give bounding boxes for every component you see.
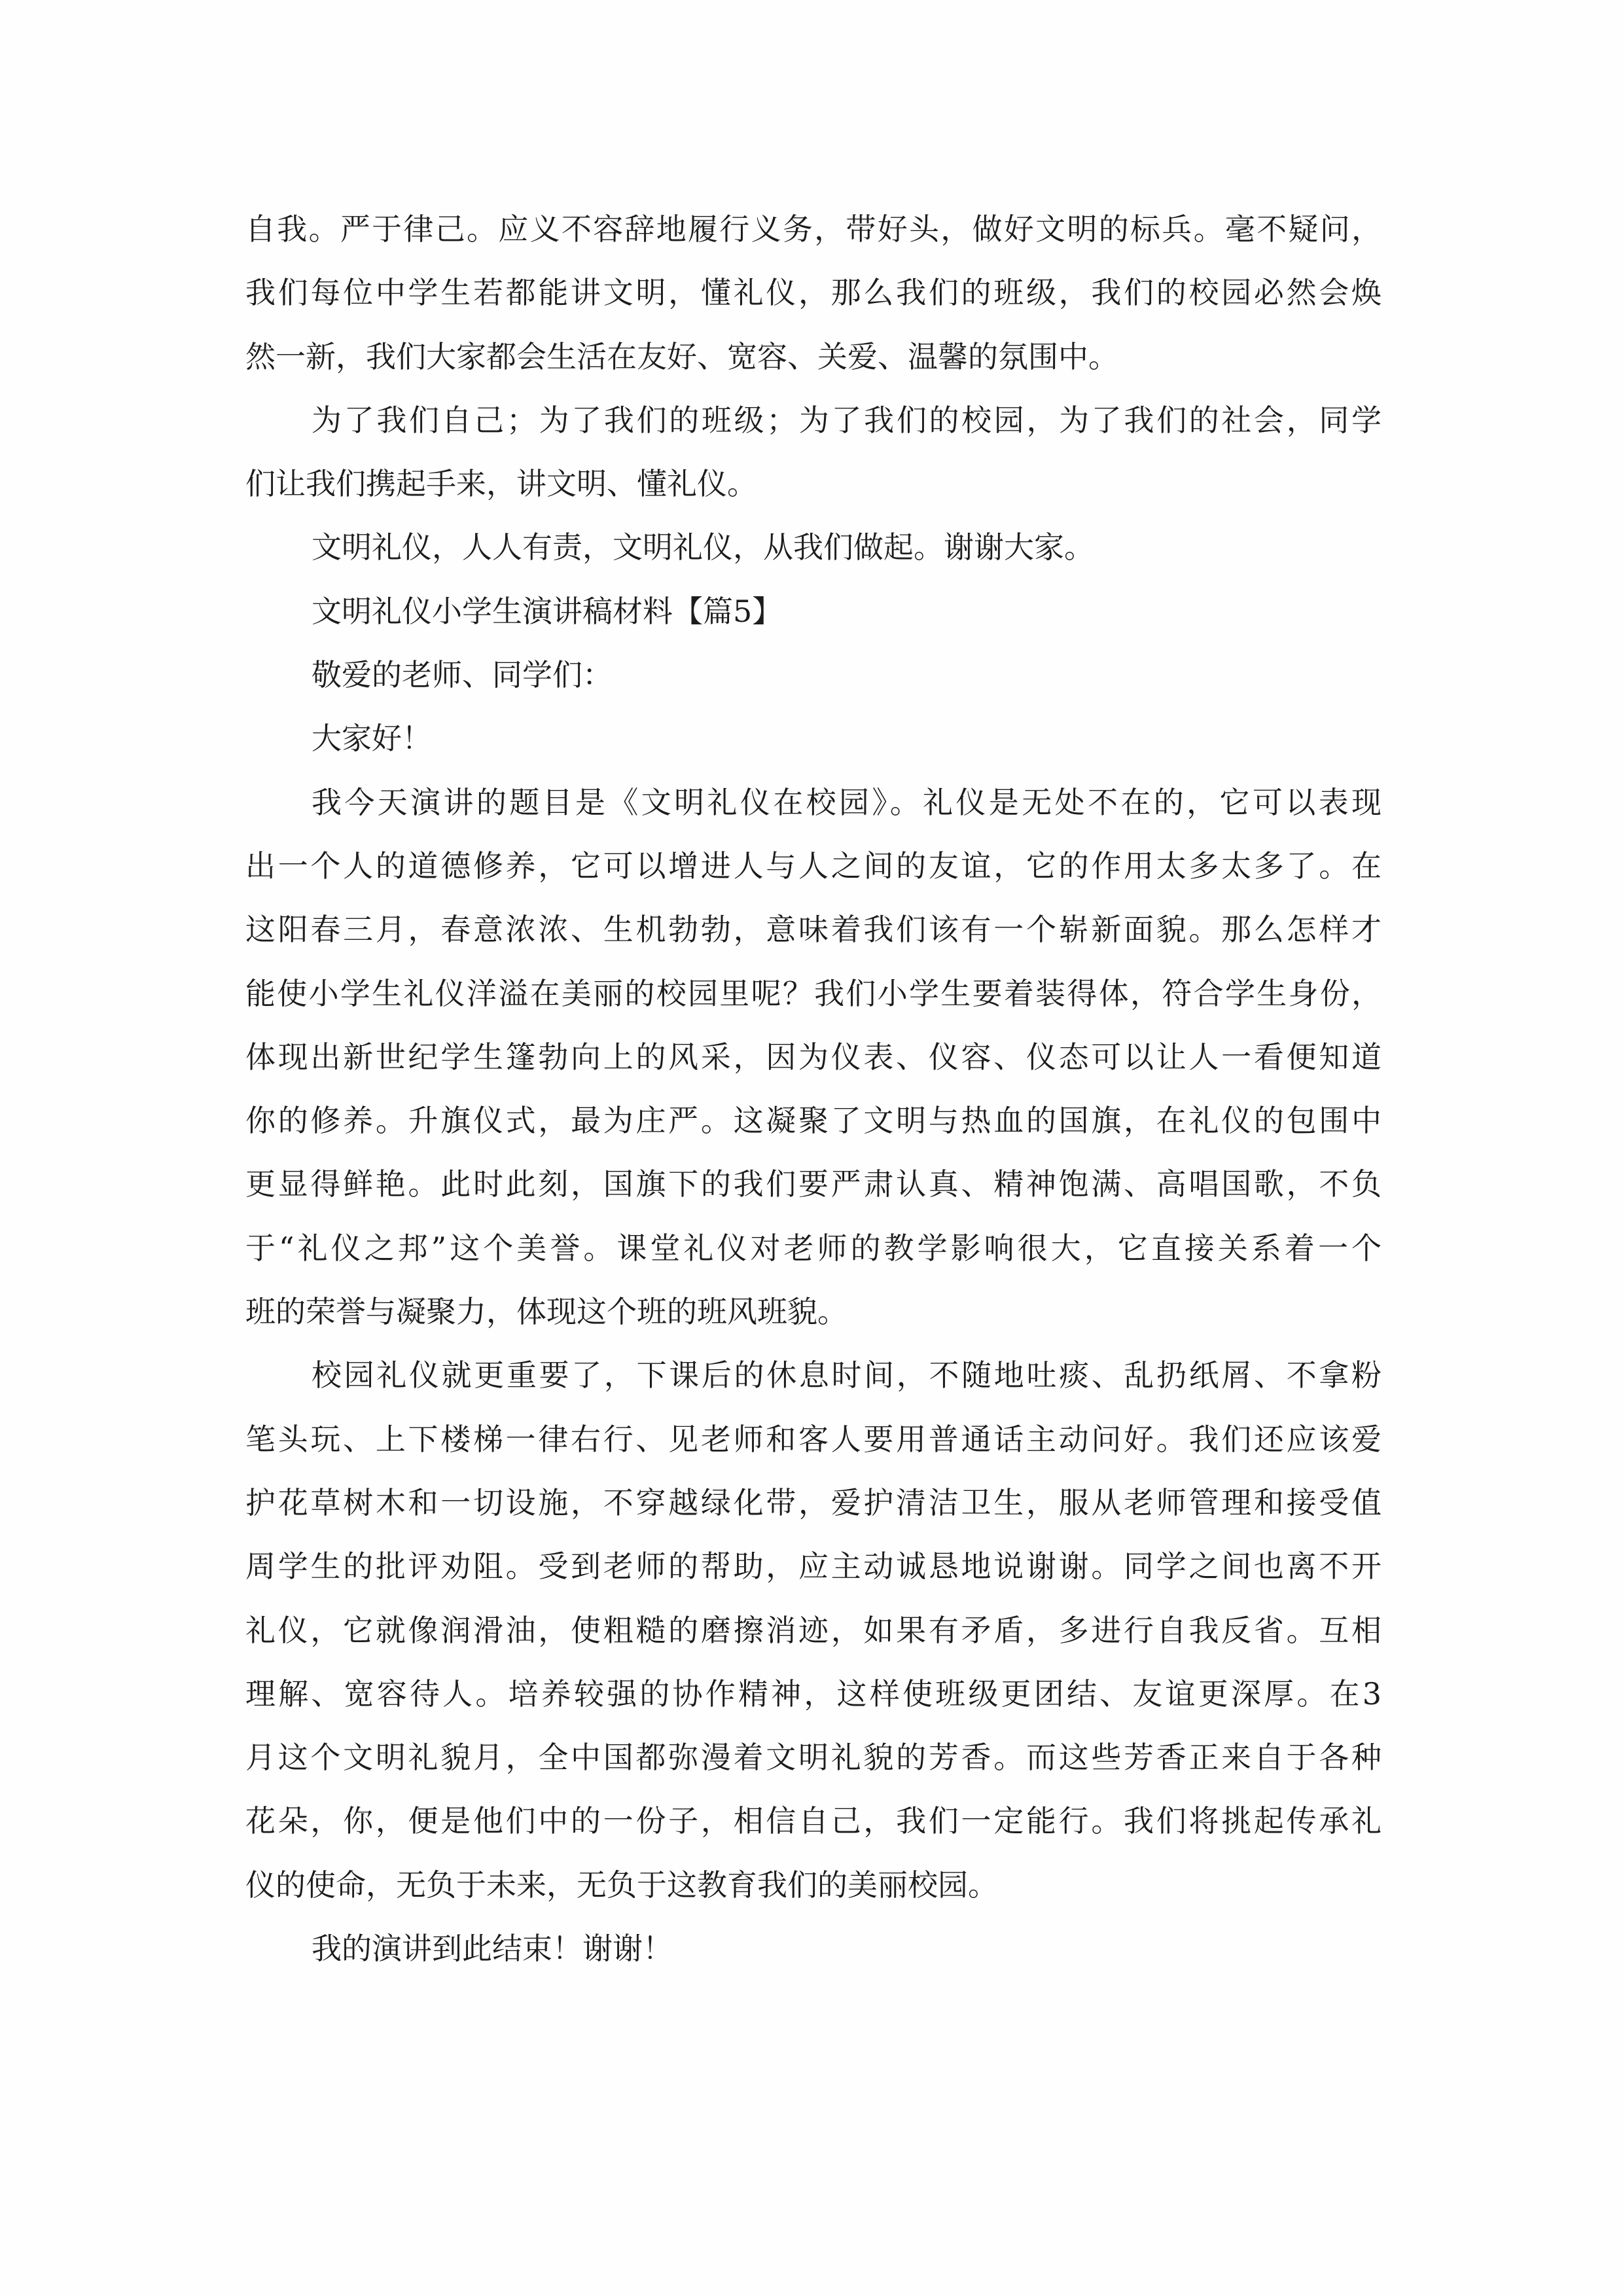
text-line: 班的荣誉与凝聚力，体现这个班的班风班貌。 (245, 1294, 847, 1330)
text-line: 周学生的批评劝阻。受到老师的帮助，应主动诚恳地说谢谢。同学之间也离不开 (245, 1549, 1382, 1585)
text-line: 为了我们自己；为了我们的班级；为了我们的校园，为了我们的社会，同学 (312, 402, 1382, 438)
paragraph (245, 771, 1382, 1344)
text-line: 花朵，你，便是他们中的一份子，相信自己，我们一定能行。我们将挑起传承礼 (245, 1803, 1382, 1839)
text-line: 们让我们携起手来，讲文明、懂礼仪。 (245, 466, 757, 502)
text-line: 校园礼仪就更重要了，下课后的休息时间，不随地吐痰、乱扔纸屑、不拿粉 (312, 1357, 1382, 1393)
text-line: 自我。严于律己。应义不容辞地履行义务，带好头，做好文明的标兵。毫不疑问， (245, 211, 1382, 247)
document-body (245, 198, 1382, 1981)
greeting (245, 707, 1382, 770)
text-line: 文明礼仪，人人有责，文明礼仪，从我们做起。谢谢大家。 (312, 529, 1094, 565)
text-line: 于“礼仪之邦”这个美誉。课堂礼仪对老师的教学影响很大，它直接关系着一个 (245, 1230, 1382, 1266)
text-line: 理解、宽容待人。培养较强的协作精神，这样使班级更团结、友谊更深厚。在3 (245, 1676, 1382, 1712)
section-heading (245, 580, 1382, 643)
text-line: 笔头玩、上下楼梯一律右行、见老师和客人要用普通话主动问好。我们还应该爱 (245, 1421, 1382, 1457)
text-line: 这阳春三月，春意浓浓、生机勃勃，意味着我们该有一个崭新面貌。那么怎样才 (245, 912, 1382, 948)
text-line: 然一新，我们大家都会生活在友好、宽容、关爱、温馨的氛围中。 (245, 338, 1118, 374)
text-line: 仪的使命，无负于未来，无负于这教育我们的美丽校园。 (245, 1867, 998, 1903)
closing-line (245, 1917, 1382, 1981)
text-line: 能使小学生礼仪洋溢在美丽的校园里呢？我们小学生要着装得体，符合学生身份， (245, 975, 1382, 1011)
text-line: 文明礼仪小学生演讲稿材料【篇5】 (312, 593, 783, 629)
paragraph (245, 389, 1382, 516)
text-line: 敬爱的老师、同学们： (312, 657, 613, 693)
paragraph (245, 198, 1382, 389)
text-line: 我们每位中学生若都能讲文明，懂礼仪，那么我们的班级，我们的校园必然会焕 (245, 275, 1382, 311)
text-line: 护花草树木和一切设施，不穿越绿化带，爱护清洁卫生，服从老师管理和接受值 (245, 1484, 1382, 1520)
salutation (245, 643, 1382, 707)
text-line: 我今天演讲的题目是《文明礼仪在校园》。礼仪是无处不在的，它可以表现 (312, 784, 1382, 820)
text-line: 我的演讲到此结束！谢谢！ (312, 1931, 673, 1967)
text-line: 月这个文明礼貌月，全中国都弥漫着文明礼貌的芳香。而这些芳香正来自于各种 (245, 1740, 1382, 1776)
text-line: 更显得鲜艳。此时此刻，国旗下的我们要严肃认真、精神饱满、高唱国歌，不负 (245, 1166, 1382, 1202)
text-line: 体现出新世纪学生篷勃向上的风采，因为仪表、仪容、仪态可以让人一看便知道 (245, 1039, 1382, 1075)
text-line: 出一个人的道德修养，它可以增进人与人之间的友谊，它的作用太多太多了。在 (245, 848, 1382, 884)
text-line: 你的修养。升旗仪式，最为庄严。这凝聚了文明与热血的国旗，在礼仪的包围中 (245, 1103, 1382, 1139)
text-line: 大家好！ (312, 721, 432, 757)
paragraph (245, 516, 1382, 579)
text-line: 礼仪，它就像润滑油，使粗糙的磨擦消迹，如果有矛盾，多进行自我反省。互相 (245, 1612, 1382, 1648)
paragraph (245, 1344, 1382, 1917)
